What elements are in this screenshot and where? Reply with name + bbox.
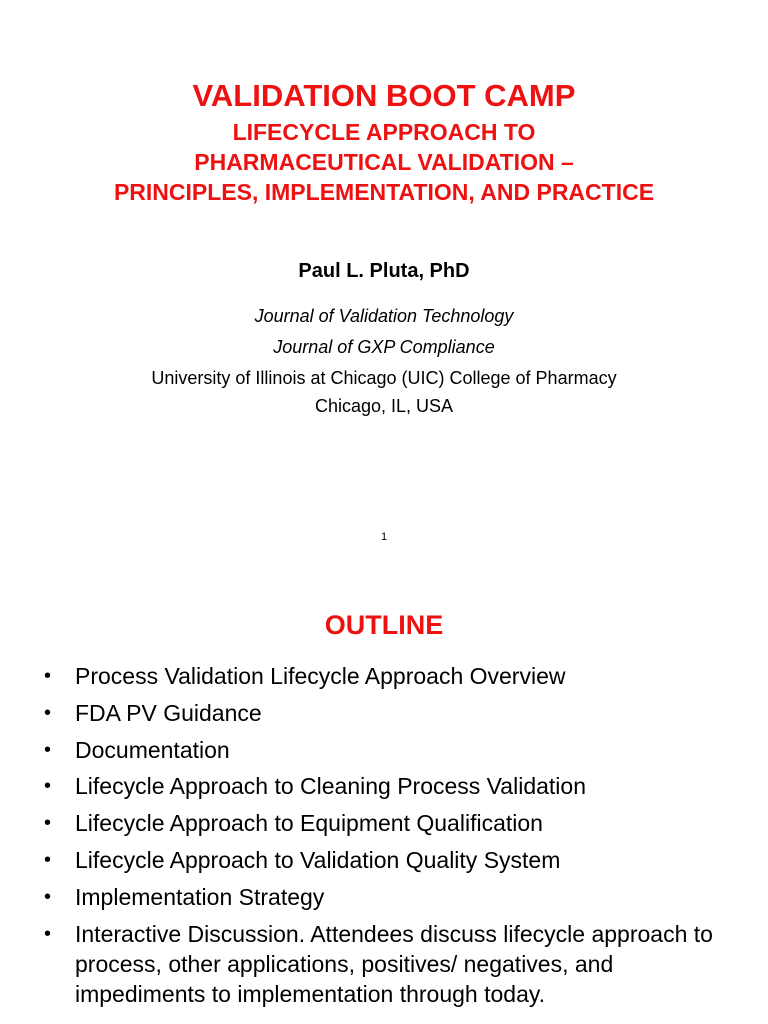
- bullet-icon: •: [44, 885, 52, 908]
- list-item-text: FDA PV Guidance: [75, 699, 262, 726]
- page-number: 1: [380, 531, 388, 543]
- subtitle-line: LIFECYCLE APPROACH TO: [232, 119, 536, 145]
- list-item-text: Lifecycle Approach to Validation Quality System: [75, 846, 561, 873]
- list-item: [44, 661, 744, 691]
- outline-list: [44, 661, 744, 1015]
- list-item-text: Implementation Strategy: [75, 883, 325, 910]
- list-item-text: Lifecycle Approach to Cleaning Process Validation: [75, 773, 586, 800]
- outline-title: OUTLINE: [324, 610, 444, 640]
- list-item: [44, 698, 744, 728]
- bullet-icon: •: [44, 665, 52, 687]
- bullet-icon: •: [44, 775, 52, 798]
- list-item-text: Lifecycle Approach to Equipment Qualification: [75, 810, 543, 837]
- journal-name: Journal of GXP Compliance: [273, 337, 495, 357]
- slide-title: VALIDATION BOOT CAMP: [192, 78, 576, 113]
- bullet-icon: •: [44, 848, 52, 871]
- list-item: [44, 735, 744, 765]
- bullet-icon: •: [44, 812, 52, 835]
- list-item-text: Interactive Discussion. Attendees discuss lifecycle approach to process, other applications, positives/ negatives, and impediments to implementation through today.: [75, 920, 713, 1007]
- bullet-icon: •: [44, 922, 52, 945]
- slide-subtitle: [0, 117, 768, 207]
- subtitle-line: PRINCIPLES, IMPLEMENTATION, AND PRACTICE: [113, 179, 655, 205]
- list-item: [44, 845, 744, 875]
- subtitle-line: PHARMACEUTICAL VALIDATION –: [194, 149, 574, 175]
- institution: University of Illinois at Chicago (UIC) College of Pharmacy: [151, 368, 617, 388]
- list-item-text: Documentation: [75, 736, 230, 763]
- list-item: [44, 808, 744, 838]
- bullet-icon: •: [44, 738, 52, 761]
- list-item: [44, 771, 744, 801]
- list-item-text: Process Validation Lifecycle Approach Overview: [75, 663, 566, 689]
- list-item: [44, 919, 744, 1009]
- bullet-icon: •: [44, 701, 52, 724]
- author-name: Paul L. Pluta, PhD: [298, 260, 470, 282]
- journal-name: Journal of Validation Technology: [254, 306, 514, 326]
- location: Chicago, IL, USA: [314, 396, 454, 416]
- list-item: [44, 882, 744, 912]
